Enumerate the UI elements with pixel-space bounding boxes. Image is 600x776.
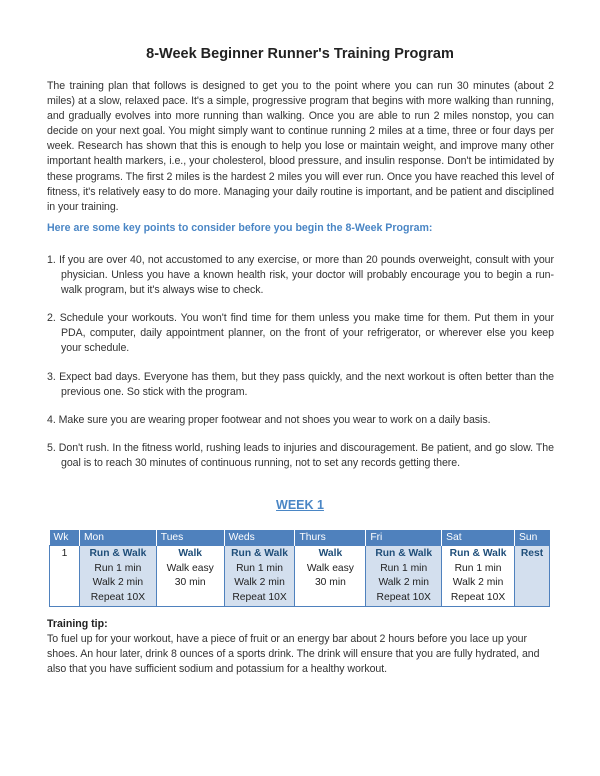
training-tip-heading: Training tip: (47, 618, 108, 630)
cell-fri-head: Run & Walk (375, 548, 433, 559)
key-point-3: 3. Expect bad days. Everyone has them, but they pass quickly, and the next workout is often better than the previous one. So stick with the program. (47, 370, 554, 398)
cell-fri: Run & Walk Run 1 min Walk 2 min Repeat 10X (366, 546, 442, 607)
cell-tues: Walk Walk easy 30 min (156, 546, 224, 607)
cell-mon: Run & Walk Run 1 min Walk 2 min Repeat 10X (79, 546, 156, 607)
key-points-list (47, 253, 554, 484)
cell-weds: Run & Walk Run 1 min Walk 2 min Repeat 10X (224, 546, 295, 607)
header-mon: Mon (79, 530, 156, 546)
cell-sun-head: Rest (520, 548, 544, 559)
key-point-5: 5. Don't rush. In the fitness world, rushing leads to injuries and discouragement. Be patient, and go slow. The goal is to reach 30 minutes of continuous running, not to set any records getting there. (47, 441, 554, 469)
header-fri: Fri (366, 530, 442, 546)
cell-sat-head: Run & Walk (449, 548, 507, 559)
key-point-2: 2. Schedule your workouts. You won't find time for them unless you make time for them. Put them in your PDA, computer, daily appointment planner, on the front of your refrigerator, or wherever else you keep your schedule. (47, 312, 554, 355)
page-title: 8-Week Beginner Runner's Training Program (146, 46, 454, 62)
header-thurs: Thurs (295, 530, 366, 546)
header-sun: Sun (514, 530, 549, 546)
key-point-1: 1. If you are over 40, not accustomed to any exercise, or more than 20 pounds overweight, consult with your physician. Unless you have a known health risk, your doctor will probably encourage you to begin a run-walk program, but it's always wise to check. (47, 254, 554, 297)
cell-sun (514, 546, 549, 607)
header-weds: Weds (224, 530, 295, 546)
cell-weds-head: Run & Walk (231, 548, 288, 559)
training-tip-body: To fuel up for your workout, have a piece of fruit or an energy bar about 2 hours before you lace up your shoes. An hour later, drink 8 ounces of a sports drink. The drink will ensure that you are fully hydrated, and also that you have sufficient sodium and potassium for a healthy workout. (47, 633, 540, 676)
intro-paragraph: The training plan that follows is designed to get you to the point where you can run 30 minutes (about 2 miles) at a slow, relaxed pace. It's a simple, progressive program that begins with more walking than running, and gradually evolves into more running than walking. Once you are able to run 2 miles nonstop, you can decide on your next goal. You might simply want to continue running 2 miles at a time, three or four days per week. Research has shown that this is enough to help you lose or maintain weight, and improve many other important health markers, i.e., your cholesterol, blood pressure, and insulin response. Don't be intimidated by these programs. The first 2 miles is the hardest 2 miles you will ever run. Once you have reached this level of fitness, it's relatively easy to do more. Managing your daily routine is important, and be patient and disciplined in your training. (47, 80, 554, 213)
cell-thurs: Walk Walk easy 30 min (295, 546, 366, 607)
table-row (50, 546, 550, 607)
cell-sat: Run & Walk Run 1 min Walk 2 min Repeat 10X (442, 546, 515, 607)
cell-mon-head: Run & Walk (89, 548, 147, 559)
header-tues: Tues (156, 530, 224, 546)
week-title: WEEK 1 (276, 498, 324, 512)
cell-thurs-head: Walk (318, 548, 343, 559)
table-header-row (50, 530, 550, 546)
key-point-4: 4. Make sure you are wearing proper footwear and not shoes you wear to work on a daily basis. (47, 413, 491, 426)
header-wk: Wk (50, 530, 80, 546)
cell-tues-head: Walk (178, 548, 203, 559)
key-points-heading: Here are some key points to consider before you begin the 8-Week Program: (47, 222, 433, 234)
header-sat: Sat (442, 530, 515, 546)
training-table (49, 530, 550, 607)
cell-week-number: 1 (50, 546, 80, 607)
